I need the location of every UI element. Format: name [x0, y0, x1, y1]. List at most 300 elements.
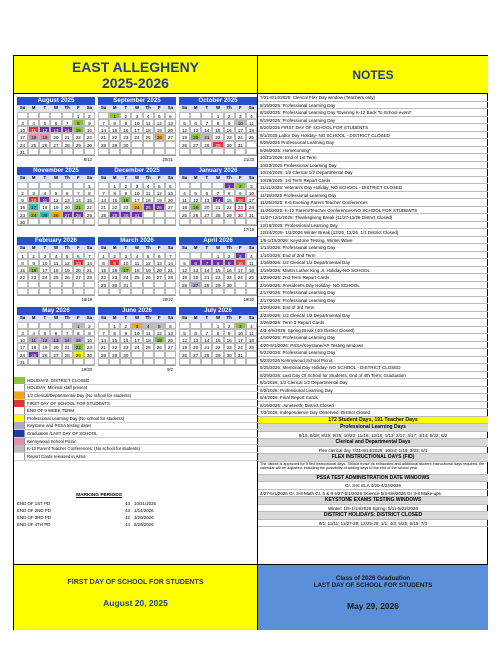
day-cell: 25	[131, 273, 142, 280]
day-cell	[131, 148, 142, 155]
day-cell: 14	[84, 259, 95, 266]
day-cell: 13	[190, 266, 201, 273]
day-cell: 30	[120, 211, 131, 218]
day-cell: 12	[179, 126, 190, 133]
day-cell: 22	[84, 203, 95, 210]
day-cell: 29	[212, 141, 223, 148]
day-cell: 4	[143, 322, 154, 329]
day-cell: 11	[39, 196, 50, 203]
notes-header	[258, 56, 488, 94]
notes-section-heading: PSSA TEST ADMINISTRATION DATE WINDOWS	[258, 475, 488, 483]
legend-swatch	[14, 422, 25, 429]
day-cell: 31	[17, 358, 28, 365]
day-cell: 4	[28, 119, 39, 126]
day-cell: 24	[17, 141, 28, 148]
school-year: 2025-2026	[102, 75, 169, 91]
day-cell: 17	[235, 266, 246, 273]
day-cell: 17	[120, 266, 131, 273]
day-cell: 5	[154, 182, 165, 189]
day-cell	[190, 288, 201, 295]
weekday-label: F	[76, 315, 80, 320]
note-line: 6/19/2026: Juneteeth; District Closed	[258, 402, 488, 410]
day-cell: 3	[28, 189, 39, 196]
day-cell: 13	[62, 196, 73, 203]
note-line: 8/15/2025: Professional Learning Day	[258, 102, 488, 110]
weekday-label: F	[238, 175, 242, 180]
day-cell: 1	[84, 182, 95, 189]
day-cell: 6	[190, 259, 201, 266]
day-cell: 28	[98, 211, 109, 218]
day-cell: 1	[212, 112, 223, 119]
graduation-date: May 29, 2026	[347, 601, 399, 611]
day-cell: 18	[246, 336, 257, 343]
day-cell: 9	[120, 329, 131, 336]
weekday-label: Su	[181, 105, 188, 110]
day-cell	[143, 148, 154, 155]
month-day-count: 20/21	[98, 155, 176, 162]
day-cell	[62, 288, 73, 295]
day-cell	[143, 211, 154, 218]
weekday-label: Su	[100, 315, 107, 320]
day-cell	[28, 322, 39, 329]
day-cell: 30	[224, 141, 235, 148]
day-cell: 22	[212, 273, 223, 280]
day-cell	[84, 281, 95, 288]
day-cell: 26	[39, 141, 50, 148]
day-cell	[201, 252, 212, 259]
day-cell: 8	[73, 119, 84, 126]
note-line: 9/1/2025 Labor Day Holiday- NO SCHOOL - DISTRICT CLOSED	[258, 132, 488, 140]
note-line: 5/29/2026: Last Day Of School for Students; End of 4th Term; Graduation	[258, 372, 488, 380]
notes-section-heading: Professional Learning Days	[258, 424, 488, 432]
day-cell: 30	[235, 211, 246, 218]
day-cell	[62, 148, 73, 155]
day-cell	[201, 148, 212, 155]
day-cell: 13	[190, 336, 201, 343]
day-cell: 30	[224, 351, 235, 358]
day-cell	[17, 112, 28, 119]
day-cell: 15	[212, 126, 223, 133]
day-cell: 15	[73, 336, 84, 343]
weekday-label: Sa	[86, 175, 93, 180]
day-cell: 12	[179, 336, 190, 343]
note-line: 1/5-1/15/2026: Keystone Testing, Winter Wave	[258, 237, 488, 245]
day-cell	[235, 148, 246, 155]
day-cell	[50, 218, 61, 225]
month-day-count: 20/22	[98, 295, 176, 302]
day-cell: 20	[201, 203, 212, 210]
legend-swatch	[14, 392, 25, 399]
day-cell	[165, 351, 176, 358]
month-calendar	[17, 97, 95, 162]
day-cell	[179, 112, 190, 119]
day-cell: 18	[246, 126, 257, 133]
day-cell	[109, 358, 120, 365]
day-cell: 10	[131, 119, 142, 126]
day-cell: 24	[246, 203, 257, 210]
day-cell: 21	[98, 133, 109, 140]
day-cell: 16	[84, 336, 95, 343]
weekday-label: M	[112, 245, 117, 250]
note-line: 6/2/2026: Professional Learning Day	[258, 387, 488, 395]
day-cell	[246, 281, 257, 288]
day-cell: 20	[73, 266, 84, 273]
legend-swatch	[14, 415, 25, 422]
day-cell: 31	[235, 141, 246, 148]
day-cell: 2	[120, 322, 131, 329]
day-cell: 3	[235, 322, 246, 329]
month-title: November 2025	[17, 167, 95, 175]
day-cell: 3	[17, 329, 28, 336]
day-cell: 12	[190, 196, 201, 203]
day-cell	[17, 182, 28, 189]
weekday-label: Sa	[167, 315, 174, 320]
weekday-label: W	[53, 105, 59, 110]
day-grid	[179, 322, 257, 366]
marking-period-row: END OF 4TH PD 44 5/29/2026	[17, 522, 154, 527]
notes-section-heading: 172 Student Days, 191 Teacher Days	[258, 417, 488, 425]
day-cell	[17, 281, 28, 288]
weekday-label: W	[215, 105, 221, 110]
note-line: 11/11/2025: Veteran's Day Holiday; NO SCHOOL - DISTRICT CLOSED	[258, 184, 488, 192]
day-cell	[212, 148, 223, 155]
note-line: 4/3-4/6/2026: Spring Break (4/3 District Closed)	[258, 327, 488, 335]
day-cell: 28	[201, 351, 212, 358]
weekday-label: F	[157, 315, 161, 320]
day-cell: 27	[190, 351, 201, 358]
day-cell	[179, 182, 190, 189]
notes-section-heading: DISTRICT HOLIDAYS: DISTRICT CLOSED	[258, 512, 488, 520]
weekday-label: Th	[64, 315, 70, 320]
note-line: 7/31-8/14/2025: Clerical Flex Day window (Teachers only)	[258, 94, 488, 102]
day-cell: 3	[39, 252, 50, 259]
weekday-label: Su	[19, 105, 26, 110]
day-cell	[143, 218, 154, 225]
weekday-label: Th	[64, 245, 70, 250]
day-cell: 2	[120, 182, 131, 189]
day-grid	[98, 252, 176, 296]
note-line: 11/27-12/1/2025: Thanksgiving Break (11/27-11/28 District Closed)	[258, 214, 488, 222]
day-cell	[154, 281, 165, 288]
day-cell: 6	[165, 112, 176, 119]
day-cell	[165, 288, 176, 295]
day-cell: 13	[165, 119, 176, 126]
day-cell: 10	[28, 196, 39, 203]
weekday-label: M	[193, 105, 198, 110]
day-cell: 2	[235, 182, 246, 189]
day-cell	[131, 218, 142, 225]
weekday-label: M	[31, 175, 36, 180]
day-cell: 5	[50, 189, 61, 196]
day-cell: 20	[50, 343, 61, 350]
legend-label: Kennywood School Picnic	[27, 438, 77, 444]
day-cell: 30	[120, 141, 131, 148]
day-cell: 12	[154, 189, 165, 196]
note-line: 8/18/2025: Professional Learning Day *Evening K-12 Back To School event*	[258, 109, 488, 117]
weekday-label: Th	[145, 105, 151, 110]
day-cell: 12	[39, 126, 50, 133]
day-cell: 8	[17, 259, 28, 266]
day-cell: 27	[73, 273, 84, 280]
day-cell	[224, 148, 235, 155]
note-line: 12/16/2025: Professional Learning Day	[258, 222, 488, 230]
note-line: 9/25/2025 Professional Learning Day	[258, 139, 488, 147]
weekday-label: Sa	[248, 315, 255, 320]
day-cell: 27	[165, 343, 176, 350]
day-cell: 18	[246, 266, 257, 273]
day-cell: 5	[179, 329, 190, 336]
day-cell: 21	[98, 343, 109, 350]
month-title: February 2026	[17, 237, 95, 245]
day-cell: 30	[120, 351, 131, 358]
weekday-label: Sa	[167, 245, 174, 250]
day-cell: 7	[84, 252, 95, 259]
weekday-label: F	[76, 105, 80, 110]
day-cell: 28	[98, 141, 109, 148]
note-line: 6/4/2026: Final Report Cards	[258, 394, 488, 402]
weekday-label: M	[31, 315, 36, 320]
day-cell: 15	[109, 196, 120, 203]
weekday-label: F	[157, 105, 161, 110]
month-day-count: 21/23	[179, 155, 257, 162]
month-day-count: 8/12	[17, 155, 95, 162]
day-cell: 22	[17, 273, 28, 280]
day-cell: 27	[190, 281, 201, 288]
day-cell: 29	[109, 351, 120, 358]
day-cell: 25	[143, 343, 154, 350]
day-cell	[62, 182, 73, 189]
day-cell	[98, 182, 109, 189]
month-title: December 2025	[98, 167, 176, 175]
day-cell: 5	[39, 329, 50, 336]
day-cell: 12	[154, 119, 165, 126]
day-cell: 25	[28, 141, 39, 148]
day-cell: 24	[131, 133, 142, 140]
month-calendar	[98, 167, 176, 232]
day-cell: 16	[120, 336, 131, 343]
day-cell: 19	[179, 343, 190, 350]
day-cell: 17	[131, 336, 142, 343]
notes-section-heading: KEYSTONE EXAMS TESTING WINDOWS	[258, 497, 488, 505]
day-cell: 11	[143, 329, 154, 336]
day-cell: 22	[212, 343, 223, 350]
day-cell: 9	[109, 259, 120, 266]
note-line: 3/17/2026: Professional Learning Day	[258, 297, 488, 305]
day-cell: 1	[17, 252, 28, 259]
day-cell: 31	[246, 211, 257, 218]
month-calendar	[179, 307, 257, 372]
day-cell: 19	[154, 336, 165, 343]
weekday-label: Sa	[86, 105, 93, 110]
day-cell	[39, 281, 50, 288]
day-cell: 5	[143, 252, 154, 259]
day-cell: 8	[224, 189, 235, 196]
day-cell	[235, 218, 246, 225]
day-cell: 3	[246, 182, 257, 189]
calendar-header	[14, 56, 258, 94]
day-cell: 2	[120, 112, 131, 119]
day-cell: 25	[143, 203, 154, 210]
marking-period-row: END OF 3RD PD 42 3/20/2026	[17, 515, 154, 520]
day-cell: 25	[179, 211, 190, 218]
day-cell: 28	[212, 211, 223, 218]
weekday-label: F	[238, 105, 242, 110]
marking-periods	[14, 492, 184, 528]
day-cell: 14	[98, 196, 109, 203]
weekday-label: Su	[19, 175, 26, 180]
day-cell: 9	[224, 119, 235, 126]
day-cell: 16	[120, 196, 131, 203]
day-cell: 20	[190, 343, 201, 350]
day-cell	[190, 182, 201, 189]
day-cell	[246, 351, 257, 358]
day-cell: 13	[165, 189, 176, 196]
day-cell: 3	[131, 112, 142, 119]
day-cell: 23	[120, 203, 131, 210]
weekday-label: Th	[145, 175, 151, 180]
day-cell: 29	[73, 351, 84, 358]
day-cell: 28	[98, 351, 109, 358]
day-cell	[39, 218, 50, 225]
day-cell: 14	[201, 126, 212, 133]
day-cell: 21	[201, 273, 212, 280]
day-cell	[235, 281, 246, 288]
day-cell	[50, 281, 61, 288]
month-day-count: 19/20	[17, 365, 95, 372]
day-cell: 28	[62, 351, 73, 358]
day-cell: 22	[212, 133, 223, 140]
day-grid	[17, 322, 95, 366]
day-cell: 21	[201, 343, 212, 350]
note-line: 1/14/2026: End of 2nd Term	[258, 252, 488, 260]
day-cell: 13	[50, 126, 61, 133]
day-cell: 10	[39, 259, 50, 266]
day-cell: 16	[224, 336, 235, 343]
day-cell: 1	[212, 252, 223, 259]
day-cell	[73, 288, 84, 295]
day-cell: 22	[73, 133, 84, 140]
day-cell	[246, 288, 257, 295]
note-line: Winter: 1/5-1/14/2026 Spring: 5/11-5/22/2026	[258, 505, 488, 513]
day-cell	[39, 358, 50, 365]
day-cell	[131, 281, 142, 288]
weekday-label: M	[193, 315, 198, 320]
day-cell: 15	[17, 266, 28, 273]
day-cell: 14	[212, 196, 223, 203]
day-cell: 4	[143, 182, 154, 189]
day-cell: 22	[73, 343, 84, 350]
day-cell	[154, 358, 165, 365]
district-title: EAST ALLEGHENY	[71, 59, 200, 75]
day-cell: 22	[109, 133, 120, 140]
day-cell: 29	[84, 211, 95, 218]
note-line: 1/19/2026: Martin Luther King Jr. Holiday-NO SCHOOL	[258, 267, 488, 275]
day-cell: 31	[235, 351, 246, 358]
legend-swatch	[14, 438, 25, 445]
month-day-count	[98, 225, 176, 232]
day-cell	[212, 182, 223, 189]
day-cell: 16	[109, 266, 120, 273]
day-cell: 6	[190, 119, 201, 126]
day-cell: 19	[143, 266, 154, 273]
day-cell	[179, 148, 190, 155]
day-cell	[201, 288, 212, 295]
note-line: 3/26/2026: Term 3 Report Cards	[258, 319, 488, 327]
legend-label: HOLIDAY; Minimal staff present	[27, 385, 88, 391]
day-cell: 1	[109, 112, 120, 119]
day-cell	[154, 141, 165, 148]
day-cell	[39, 112, 50, 119]
day-cell: 18	[143, 336, 154, 343]
notes-section-heading: FLEX INSTRUCTIONAL DAYS (FID)	[258, 454, 488, 462]
day-cell	[143, 288, 154, 295]
day-cell: 11	[143, 119, 154, 126]
day-cell: 14	[201, 336, 212, 343]
weekday-label: Su	[100, 245, 107, 250]
legend-label: FIRST DAY OF SCHOOL FOR STUDENTS	[27, 400, 110, 406]
day-grid	[17, 182, 95, 226]
note-line: The district is approved for 5 flex instructional days. Should those be exhausted and additional student instructional days required, the calendar will be adjusted, including the possibility of adding days to the end of the school year.	[258, 462, 488, 475]
day-cell: 30	[224, 281, 235, 288]
legend-label: Professional Learning Day (No school for students)	[27, 415, 125, 421]
day-cell: 18	[28, 133, 39, 140]
note-line: 8/19/2025: Professional Learning Day	[258, 117, 488, 125]
note-line: 10/24/2025: 1/2 Clerical 1/2 Departmental Day	[258, 169, 488, 177]
day-cell	[179, 252, 190, 259]
day-cell: 8	[109, 119, 120, 126]
day-cell: 19	[179, 133, 190, 140]
day-cell	[246, 218, 257, 225]
month-title: August 2025	[17, 97, 95, 105]
day-cell: 9	[224, 259, 235, 266]
weekday-label: Su	[100, 175, 107, 180]
day-cell	[62, 322, 73, 329]
day-cell: 7	[201, 259, 212, 266]
note-line: 10/21/2026: End of 1st Term	[258, 154, 488, 162]
day-cell	[224, 218, 235, 225]
note-line: 1/23/2026: 2nd Term Report Cards	[258, 274, 488, 282]
day-cell: 18	[143, 196, 154, 203]
day-cell: 16	[224, 126, 235, 133]
school-calendar	[13, 55, 488, 630]
day-cell: 4	[246, 322, 257, 329]
legend-label: Report Cards released in Alma	[27, 453, 86, 459]
day-cell: 8	[212, 119, 223, 126]
day-cell	[17, 288, 28, 295]
day-cell	[50, 358, 61, 365]
day-cell: 12	[179, 266, 190, 273]
day-cell: 20	[50, 133, 61, 140]
marking-period-row: END OF 1ST PD 43 10/21/2025	[17, 501, 156, 506]
day-cell: 29	[212, 281, 223, 288]
day-cell: 30	[109, 281, 120, 288]
day-cell: 22	[109, 343, 120, 350]
day-cell	[143, 358, 154, 365]
day-cell: 7	[62, 329, 73, 336]
day-cell	[212, 288, 223, 295]
day-cell: 15	[224, 196, 235, 203]
day-cell: 19	[154, 126, 165, 133]
day-cell	[165, 148, 176, 155]
day-cell: 20	[165, 336, 176, 343]
legend	[14, 377, 258, 461]
day-cell: 30	[17, 218, 28, 225]
weekday-label: F	[76, 245, 80, 250]
day-cell: 24	[131, 343, 142, 350]
note-line: 1/16/2026: 1/2 Clerical 1/2 Departmental Day	[258, 259, 488, 267]
day-cell: 15	[109, 126, 120, 133]
weekday-label: F	[238, 315, 242, 320]
